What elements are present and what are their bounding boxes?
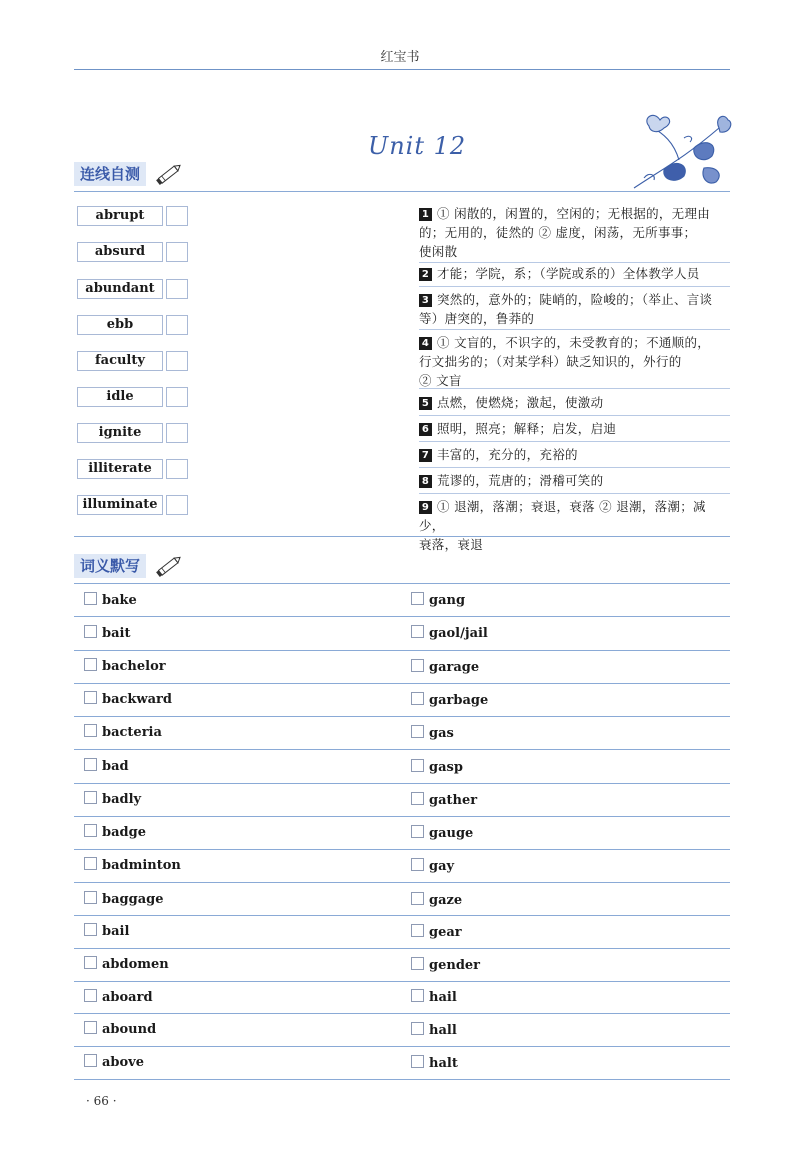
checkbox[interactable] [84,724,97,737]
row-rule [74,616,730,617]
dictation-item: gather [411,792,477,809]
checkbox[interactable] [84,956,97,969]
dictation-item: halt [411,1055,458,1072]
dictation-item: gay [411,858,454,875]
dictation-item: gas [411,725,454,742]
definition-number: 7 [419,449,432,462]
checkbox[interactable] [411,625,424,638]
row-rule [74,882,730,883]
definition-rule [419,388,730,389]
definition-item: 4 ① 文盲的，不识字的，未受教育的；不通顺的， 行文拙劣的；（对某学科）缺乏知识的，外行的 ② 文盲 [419,335,711,388]
dictation-item: gang [411,592,465,609]
row-rule [74,816,730,817]
checkbox[interactable] [84,857,97,870]
definition-item: 9 ① 退潮，落潮；衰退，衰落 ② 退潮，落潮；减少， 衰落，衰退 [419,499,706,552]
definition-rule [419,262,730,263]
dictation-item: gaol/jail [411,625,488,642]
dictation-item: garbage [411,692,488,709]
match-word-abrupt: abrupt [77,206,163,226]
answer-box[interactable] [166,242,188,262]
dictation-item: badminton [84,857,181,874]
answer-box[interactable] [166,315,188,335]
dictation-item: bachelor [84,658,166,675]
checkbox[interactable] [411,725,424,738]
flower-illustration-icon [624,108,734,192]
match-word-illiterate: illiterate [77,459,163,479]
checkbox[interactable] [411,592,424,605]
answer-box[interactable] [166,495,188,515]
row-rule [74,849,730,850]
match-word-ignite: ignite [77,423,163,443]
checkbox[interactable] [411,792,424,805]
row-rule [74,1046,730,1047]
match-word-abundant: abundant [77,279,163,299]
definition-rule [419,493,730,494]
checkbox[interactable] [84,658,97,671]
row-rule [74,716,730,717]
dictation-item: abound [84,1021,156,1038]
answer-box[interactable] [166,279,188,299]
matching-section-title: 连线自测 [74,162,146,186]
dictation-section-rule [74,583,730,584]
checkbox[interactable] [84,824,97,837]
dictation-item: gender [411,957,480,974]
dictation-item: baggage [84,891,163,908]
dictation-item: abdomen [84,956,169,973]
row-rule [74,981,730,982]
row-rule [74,683,730,684]
dictation-item: above [84,1054,144,1071]
checkbox[interactable] [411,759,424,772]
checkbox[interactable] [84,592,97,605]
definition-rule [419,467,730,468]
definition-number: 5 [419,397,432,410]
checkbox[interactable] [411,924,424,937]
dictation-item: backward [84,691,172,708]
checkbox[interactable] [84,891,97,904]
dictation-item: bacteria [84,724,162,741]
checkbox[interactable] [411,1055,424,1068]
dictation-item: bake [84,592,137,609]
answer-box[interactable] [166,387,188,407]
definition-item: 3 突然的，意外的；陡峭的，险峻的；（举止、言谈 等）唐突的，鲁莽的 [419,292,713,326]
definition-item: 2 才能；学院，系；（学院或系的）全体教学人员 [419,264,731,283]
definition-item: 8 荒谬的，荒唐的；滑稽可笑的 [419,471,731,490]
answer-box[interactable] [166,423,188,443]
matching-section-rule [74,191,730,192]
checkbox[interactable] [84,791,97,804]
definition-number: 9 [419,501,432,514]
checkbox[interactable] [411,692,424,705]
definition-number: 8 [419,475,432,488]
checkbox[interactable] [84,1054,97,1067]
checkbox[interactable] [84,923,97,936]
checkbox[interactable] [411,957,424,970]
row-rule [74,915,730,916]
row-rule [74,749,730,750]
dictation-item: bait [84,625,130,642]
answer-box[interactable] [166,459,188,479]
checkbox[interactable] [84,758,97,771]
checkbox[interactable] [411,989,424,1002]
definition-number: 6 [419,423,432,436]
definition-item: 6 照明，照亮；解释；启发，启迪 [419,419,731,438]
checkbox[interactable] [84,1021,97,1034]
dictation-item: gasp [411,759,463,776]
matching-end-rule [74,536,730,537]
definition-item: 7 丰富的，充分的，充裕的 [419,445,731,464]
match-word-faculty: faculty [77,351,163,371]
dictation-item: gaze [411,892,462,909]
definition-rule [419,286,730,287]
checkbox[interactable] [411,659,424,672]
dictation-section-title: 词义默写 [74,554,146,578]
match-word-idle: idle [77,387,163,407]
pencil-icon [154,554,184,578]
definition-rule [419,415,730,416]
match-word-ebb: ebb [77,315,163,335]
checkbox[interactable] [411,825,424,838]
answer-box[interactable] [166,206,188,226]
definition-number: 1 [419,208,432,221]
row-rule [74,1013,730,1014]
row-rule [74,948,730,949]
dictation-item: gear [411,924,462,941]
checkbox[interactable] [411,892,424,905]
definition-item: 1 ① 闲散的，闲置的，空闲的；无根据的，无理由 的；无用的，徒然的 ② 虚度，闲荡，无所事事； 使闲散 [419,206,711,259]
definition-number: 2 [419,268,432,281]
row-rule [74,1079,730,1080]
checkbox[interactable] [84,989,97,1002]
pencil-icon [154,162,184,186]
unit-title: Unit 12 [368,132,467,160]
checkbox[interactable] [84,691,97,704]
dictation-item: bad [84,758,129,775]
dictation-item: badly [84,791,141,808]
match-word-absurd: absurd [77,242,163,262]
row-rule [74,650,730,651]
row-rule [74,783,730,784]
answer-box[interactable] [166,351,188,371]
checkbox[interactable] [411,858,424,871]
match-word-illuminate: illuminate [77,495,163,515]
dictation-item: bail [84,923,129,940]
definition-number: 3 [419,294,432,307]
dictation-item: hall [411,1022,457,1039]
definition-number: 4 [419,337,432,350]
header-divider [74,69,730,70]
dictation-item: aboard [84,989,153,1006]
dictation-item: badge [84,824,146,841]
definition-rule [419,329,730,330]
book-title: 红宝书 [380,50,420,65]
definition-rule [419,441,730,442]
dictation-item: hail [411,989,457,1006]
checkbox[interactable] [411,1022,424,1035]
dictation-item: gauge [411,825,473,842]
checkbox[interactable] [84,625,97,638]
definition-item: 5 点燃，使燃烧；激起，使激动 [419,393,731,412]
dictation-item: garage [411,659,479,676]
page-number: · 66 · [86,1094,117,1108]
